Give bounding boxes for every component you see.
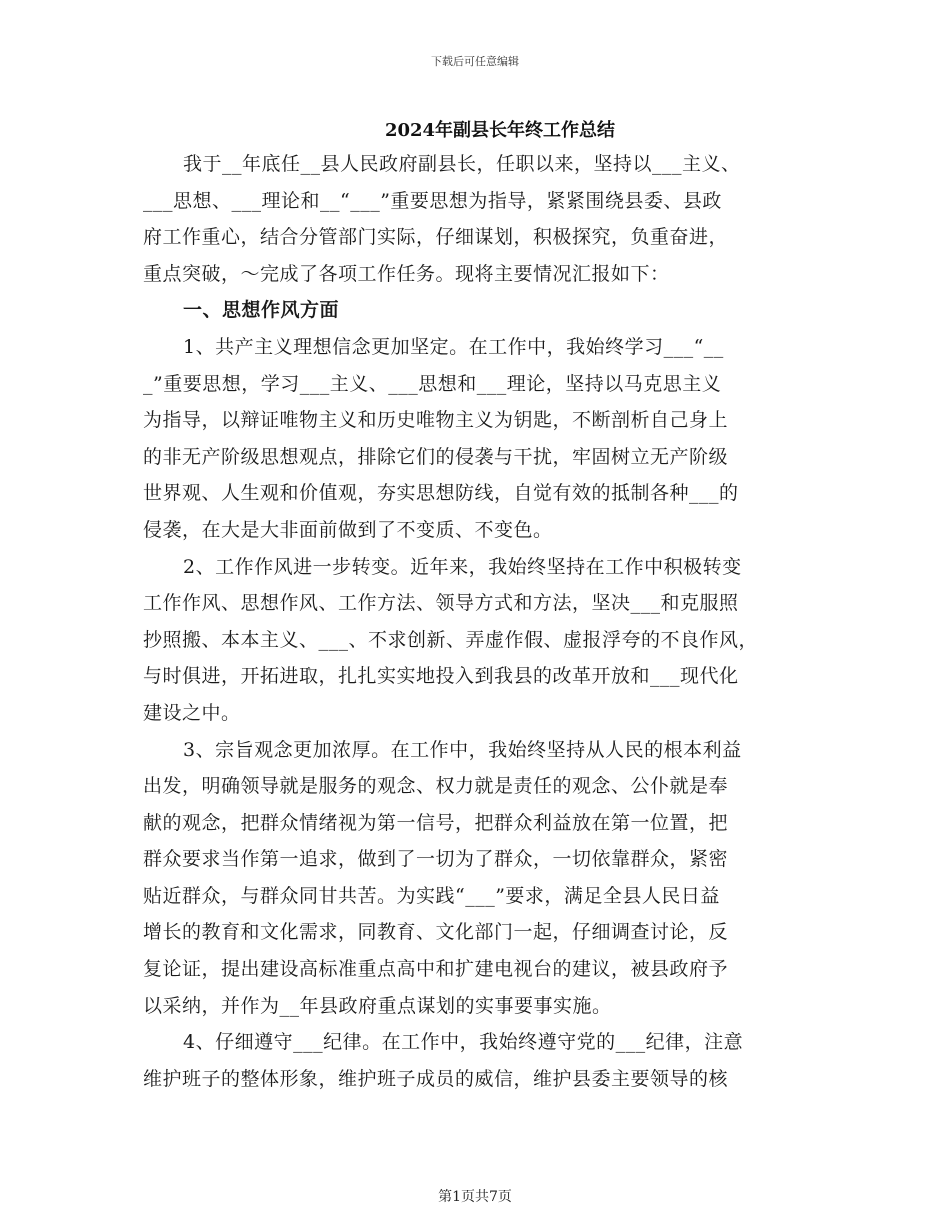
paragraph-line: 世界观、人生观和价值观，夯实思想防线，自觉有效的抵制各种___的 <box>143 482 739 505</box>
paragraph-line: 复论证，提出建设高标准重点高中和扩建电视台的建议，被县政府予 <box>143 958 729 981</box>
paragraph-line: 工作作风、思想作风、工作方法、领导方式和方法，坚决___和克服照 <box>143 592 739 615</box>
paragraph-line: 的非无产阶级思想观点，排除它们的侵袭与干扰，牢固树立无产阶级 <box>143 445 729 468</box>
paragraph-line: 4、仔细遵守___纪律。在工作中，我始终遵守党的___纪律，注意 <box>183 1031 744 1054</box>
paragraph-line: 献的观念，把群众情绪视为第一信号，把群众利益放在第一位置，把 <box>143 811 729 834</box>
paragraph-line: 2、工作作风进一步转变。近年来，我始终坚持在工作中积极转变 <box>183 555 742 578</box>
paragraph-line: 1、共产主义理想信念更加坚定。在工作中，我始终学习___“__ <box>183 335 724 358</box>
document-body <box>143 146 823 1097</box>
paragraph-line: 侵袭，在大是大非面前做到了不变质、不变色。 <box>143 518 553 541</box>
paragraph-line: 3、宗旨观念更加浓厚。在工作中，我始终坚持从人民的根本利益 <box>183 738 742 761</box>
paragraph-line: 我于__年底任__县人民政府副县长，任职以来，坚持以___主义、 <box>183 153 741 175</box>
paragraph-line: 抄照搬、本本主义、___、不求创新、弄虚作假、虚报浮夸的不良作风， <box>143 628 759 651</box>
paragraph-line: _”重要思想，学习___主义、___思想和___理论，坚持以马克思主义 <box>143 372 722 395</box>
page-footer: 第1页共7页 <box>438 1189 512 1205</box>
paragraph-line: 为指导，以辩证唯物主义和历史唯物主义为钥匙，不断剖析自己身上 <box>143 409 729 432</box>
paragraph-line: ___思想、___理论和__“___”重要思想为指导，紧紧围绕县委、县政 <box>143 189 722 212</box>
page-header: 下载后可任意编辑 <box>431 55 519 68</box>
paragraph-line: 府工作重心，结合分管部门实际，仔细谋划，积极探究，负重奋进， <box>143 226 729 249</box>
paragraph-line: 建设之中。 <box>143 701 241 724</box>
paragraph-line: 贴近群众，与群众同甘共苦。为实践“___”要求，满足全县人民日益 <box>143 884 720 907</box>
paragraph-line: 与时俱进，开拓进取，扎扎实实地投入到我县的改革开放和___现代化 <box>143 665 739 688</box>
paragraph-line: 增长的教育和文化需求，同教育、文化部门一起，仔细调查讨论，反 <box>143 921 729 944</box>
paragraph-line: 重点突破，～完成了各项工作任务。现将主要情况汇报如下： <box>143 262 670 285</box>
paragraph-line: 群众要求当作第一追求，做到了一切为了群众，一切依靠群众，紧密 <box>143 848 729 871</box>
section-heading: 一、思想作风方面 <box>183 299 340 322</box>
paragraph-line: 出发，明确领导就是服务的观念、权力就是责任的观念、公仆就是奉 <box>143 775 729 798</box>
paragraph-line: 维护班子的整体形象，维护班子成员的威信，维护县委主要领导的核 <box>143 1067 729 1090</box>
paragraph-line: 以采纳，并作为__年县政府重点谋划的实事要事实施。 <box>143 994 612 1017</box>
document-title: 2024年副县长年终工作总结 <box>384 120 616 141</box>
